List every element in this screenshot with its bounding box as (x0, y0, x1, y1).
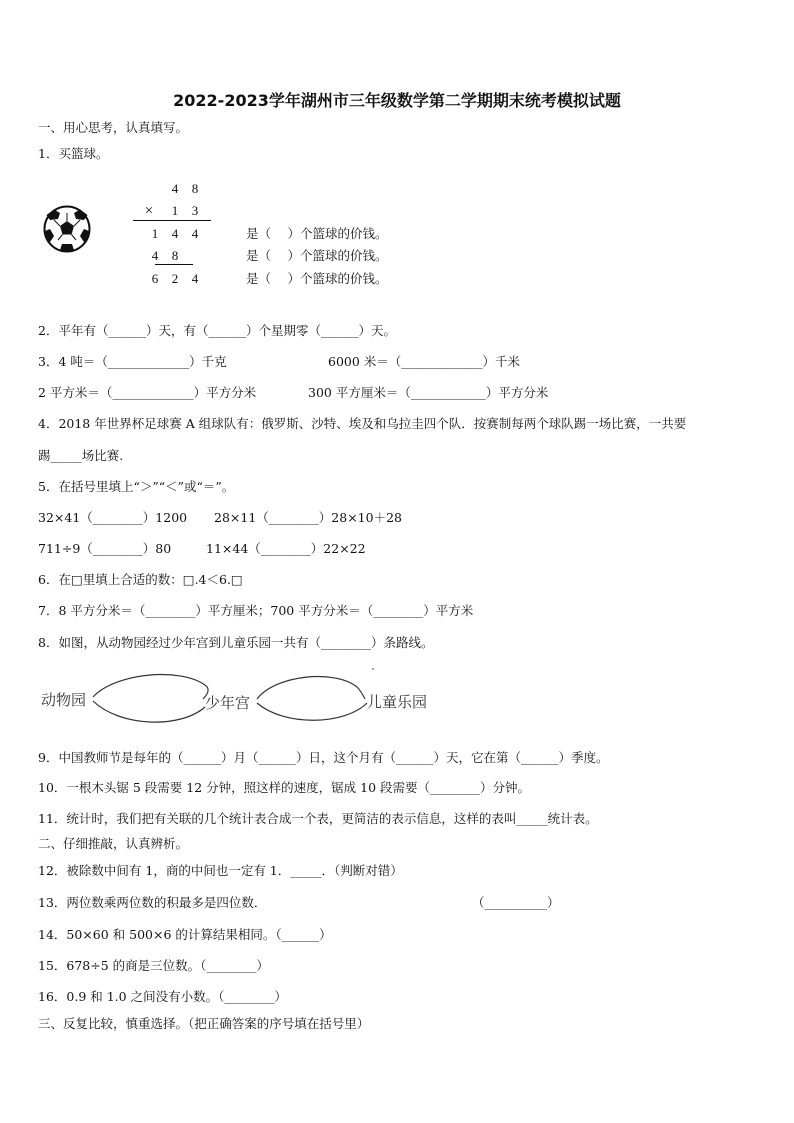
section-3-heading: 三、反复比较，慎重选择。（把正确答案的序号填在括号里） (38, 1016, 370, 1031)
multiplication-row-1: 4 8 (171, 181, 199, 196)
route-path-upper-right (257, 677, 365, 699)
question-8: 8．如图，从动物园经过少年宫到儿童乐园一共有（________）条路线。 (38, 635, 434, 650)
question-15: 15．678÷5 的商是三位数。（________） (38, 958, 269, 973)
section-1-heading: 一、用心思考，认真填写。 (38, 120, 189, 135)
route-label-childrens-park: 儿童乐园 (367, 693, 428, 711)
question-3-a: 3．4 吨＝（_____________）千克 (38, 354, 227, 369)
question-5-a: 32×41（________）1200 (38, 510, 188, 525)
soccer-ball-icon (43, 205, 91, 253)
question-5: 5．在括号里填上“＞”“＜”或“＝”。 (38, 479, 235, 494)
page-title: 2022-2023学年湖州市三年级数学第二学期期末统考模拟试题 (173, 91, 621, 110)
multiplication-row-2: × 1 3 (133, 203, 205, 220)
question-3-d: 300 平方厘米＝（____________）平方分米 (308, 385, 549, 400)
question-1: 1．买篮球。 (38, 146, 109, 161)
route-label-zoo: 动物园 (41, 691, 87, 709)
route-label-youth-palace: 少年宫 (205, 694, 251, 712)
question-5-d: 11×44（________）22×22 (206, 541, 366, 556)
multiplication-row-5: 6 2 4 (151, 271, 199, 286)
question-16: 16．0.9 和 1.0 之间没有小数。（________） (38, 989, 287, 1004)
question-7: 7．8 平方分米＝（________）平方厘米；700 平方分米＝（________）平方米 (38, 603, 474, 618)
question-13: 13．两位数乘两位数的积最多是四位数． (38, 895, 267, 910)
route-diagram (85, 665, 385, 735)
question-9: 9．中国教师节是每年的（______）月（______）日，这个月有（______）天，它在第（______）季度。 (38, 750, 609, 765)
route-path-upper-left (93, 675, 208, 699)
question-2: 2．平年有（______）天，有（______）个星期零（______）天。 (38, 323, 396, 338)
question-5-c: 711÷9（________）80 (38, 541, 172, 556)
question-14: 14．50×60 和 500×6 的计算结果相同。（______） (38, 927, 332, 942)
question-6: 6．在□里填上合适的数：□.4＜6.□ (38, 572, 243, 587)
question-13-answer-blank: （__________） (472, 895, 560, 910)
multiplication-row-4: 4 8 (151, 248, 179, 263)
multiplication-row-3: 1 4 4 (151, 226, 199, 241)
question-4-line-1: 4．2018 年世界杯足球赛 A 组球队有：俄罗斯、沙特、埃及和乌拉圭四个队．按赛制每两个球队踢一场比赛，一共要 (38, 416, 687, 431)
question-3-b: 6000 米＝（_____________）千米 (328, 354, 521, 369)
question-1-line-3: 是（ ）个篮球的价钱。 (246, 271, 388, 286)
question-4-line-2: 踢_____场比赛. (38, 448, 124, 463)
route-path-lower-right (257, 703, 367, 720)
question-1-line-1: 是（ ）个篮球的价钱。 (246, 226, 388, 241)
question-1-line-2: 是（ ）个篮球的价钱。 (246, 248, 388, 263)
question-12: 12．被除数中间有 1，商的中间也一定有 1．_____．（判断对错） (38, 863, 403, 878)
question-3-c: 2 平方米＝（_____________）平方分米 (38, 385, 257, 400)
multiply-sign: × (144, 203, 154, 219)
question-5-b: 28×11（________）28×10＋28 (214, 510, 402, 525)
multiplication-rule-2 (155, 264, 193, 265)
question-11: 11．统计时，我们把有关联的几个统计表合成一个表，更简洁的表示信息，这样的表叫_____统计表。 (38, 811, 598, 826)
multiplication-rule-1 (133, 220, 211, 221)
question-10: 10．一根木头锯 5 段需要 12 分钟，照这样的速度，锯成 10 段需要（________）分钟。 (38, 780, 531, 795)
route-path-lower-left (93, 701, 205, 722)
section-2-heading: 二、仔细推敲，认真辨析。 (38, 836, 189, 851)
